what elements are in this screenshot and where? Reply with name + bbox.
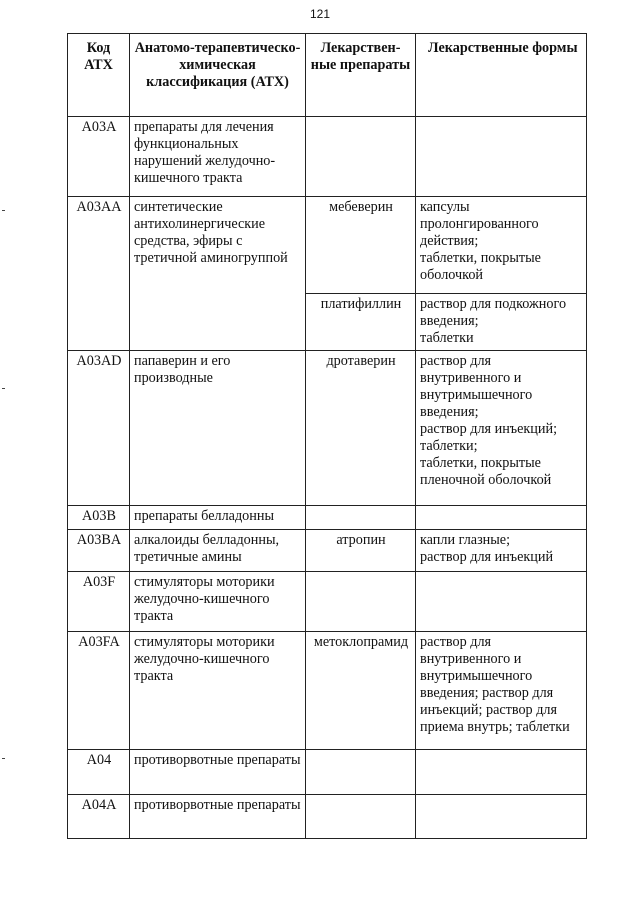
header-drugs: Лекарствен-ные препараты [306,34,416,117]
dosage-form-item: таблетки [420,330,474,346]
drug-cell: мебеверин [306,197,416,294]
dosage-forms-cell [416,197,587,294]
atc-classification-cell: стимуляторы моторики желудочно-кишечного тракта [130,632,306,750]
drug-cell [306,572,416,632]
atc-code-cell: A03BA [68,530,130,572]
dosage-form-item: капли глазные; [420,532,511,548]
table-row [68,117,587,197]
atc-code-cell: A03AD [68,351,130,506]
dosage-forms-cell [416,750,587,795]
header-forms: Лекарственные формы [416,34,587,117]
margin-tick [2,758,5,759]
table-row [68,530,587,572]
dosage-forms-cell [416,117,587,197]
drug-cell: атропин [306,530,416,572]
atc-code-cell: A04A [68,795,130,839]
atc-code-cell: A03B [68,506,130,530]
table-header-row [68,34,587,117]
drug-cell [306,750,416,795]
dosage-form-item: раствор для инъекций [420,549,554,565]
dosage-form-item: таблетки; [420,438,478,454]
dosage-forms-cell [416,351,587,506]
atc-code-cell: A03AA [68,197,130,351]
header-code: Код АТХ [68,34,130,117]
dosage-forms-cell [416,632,587,750]
dosage-forms-cell [416,530,587,572]
margin-tick [2,388,5,389]
atc-classification-cell: синтетические антихолинергические средства, эфиры с третичной аминогруппой [130,197,306,351]
atc-classification-cell: препараты для лечения функциональных нарушений желудочно-кишечного тракта [130,117,306,197]
dosage-form-item: таблетки, покрытые пленочной оболочкой [420,455,552,488]
drug-cell [306,795,416,839]
dosage-form-item: раствор для внутривенного и внутримышечного введения; [420,353,533,420]
atc-classification-cell: стимуляторы моторики желудочно-кишечного тракта [130,572,306,632]
drug-cell: дротаверин [306,351,416,506]
table-row [68,506,587,530]
table-row [68,572,587,632]
header-classification: Анатомо-терапевтическо-химическая классификация (АТХ) [130,34,306,117]
atc-classification-cell: противорвотные препараты [130,750,306,795]
atc-code-cell: A03FA [68,632,130,750]
dosage-forms-cell [416,572,587,632]
drug-cell [306,117,416,197]
atc-code-cell: A03A [68,117,130,197]
atc-classification-cell: препараты белладонны [130,506,306,530]
dosage-form-item: таблетки, покрытые оболочкой [420,250,541,283]
table-body [68,117,587,839]
drug-cell: метоклопрамид [306,632,416,750]
atc-classification-cell: алкалоиды белладонны, третичные амины [130,530,306,572]
atc-classification-cell: папаверин и его производные [130,351,306,506]
margin-tick [2,210,5,211]
table-row [68,197,587,294]
table-row [68,795,587,839]
dosage-forms-cell [416,795,587,839]
page-number: 121 [309,7,331,21]
drug-cell: платифиллин [306,294,416,351]
table-row [68,351,587,506]
dosage-form-item: капсулы пролонгированного действия; [420,199,539,249]
table-row [68,750,587,795]
atc-code-cell: A04 [68,750,130,795]
atc-classification-cell: противорвотные препараты [130,795,306,839]
dosage-form-item: раствор для подкожного введения; [420,296,567,329]
table-row [68,632,587,750]
dosage-forms-cell [416,294,587,351]
dosage-forms-cell [416,506,587,530]
drug-cell [306,506,416,530]
dosage-form-item: раствор для инъекций; [420,421,558,437]
atc-code-cell: A03F [68,572,130,632]
dosage-form-item: раствор для внутривенного и внутримышечного введения; раствор для инъекций; раствор для приема внутрь; таблетки [420,634,570,735]
atc-table [67,33,587,839]
